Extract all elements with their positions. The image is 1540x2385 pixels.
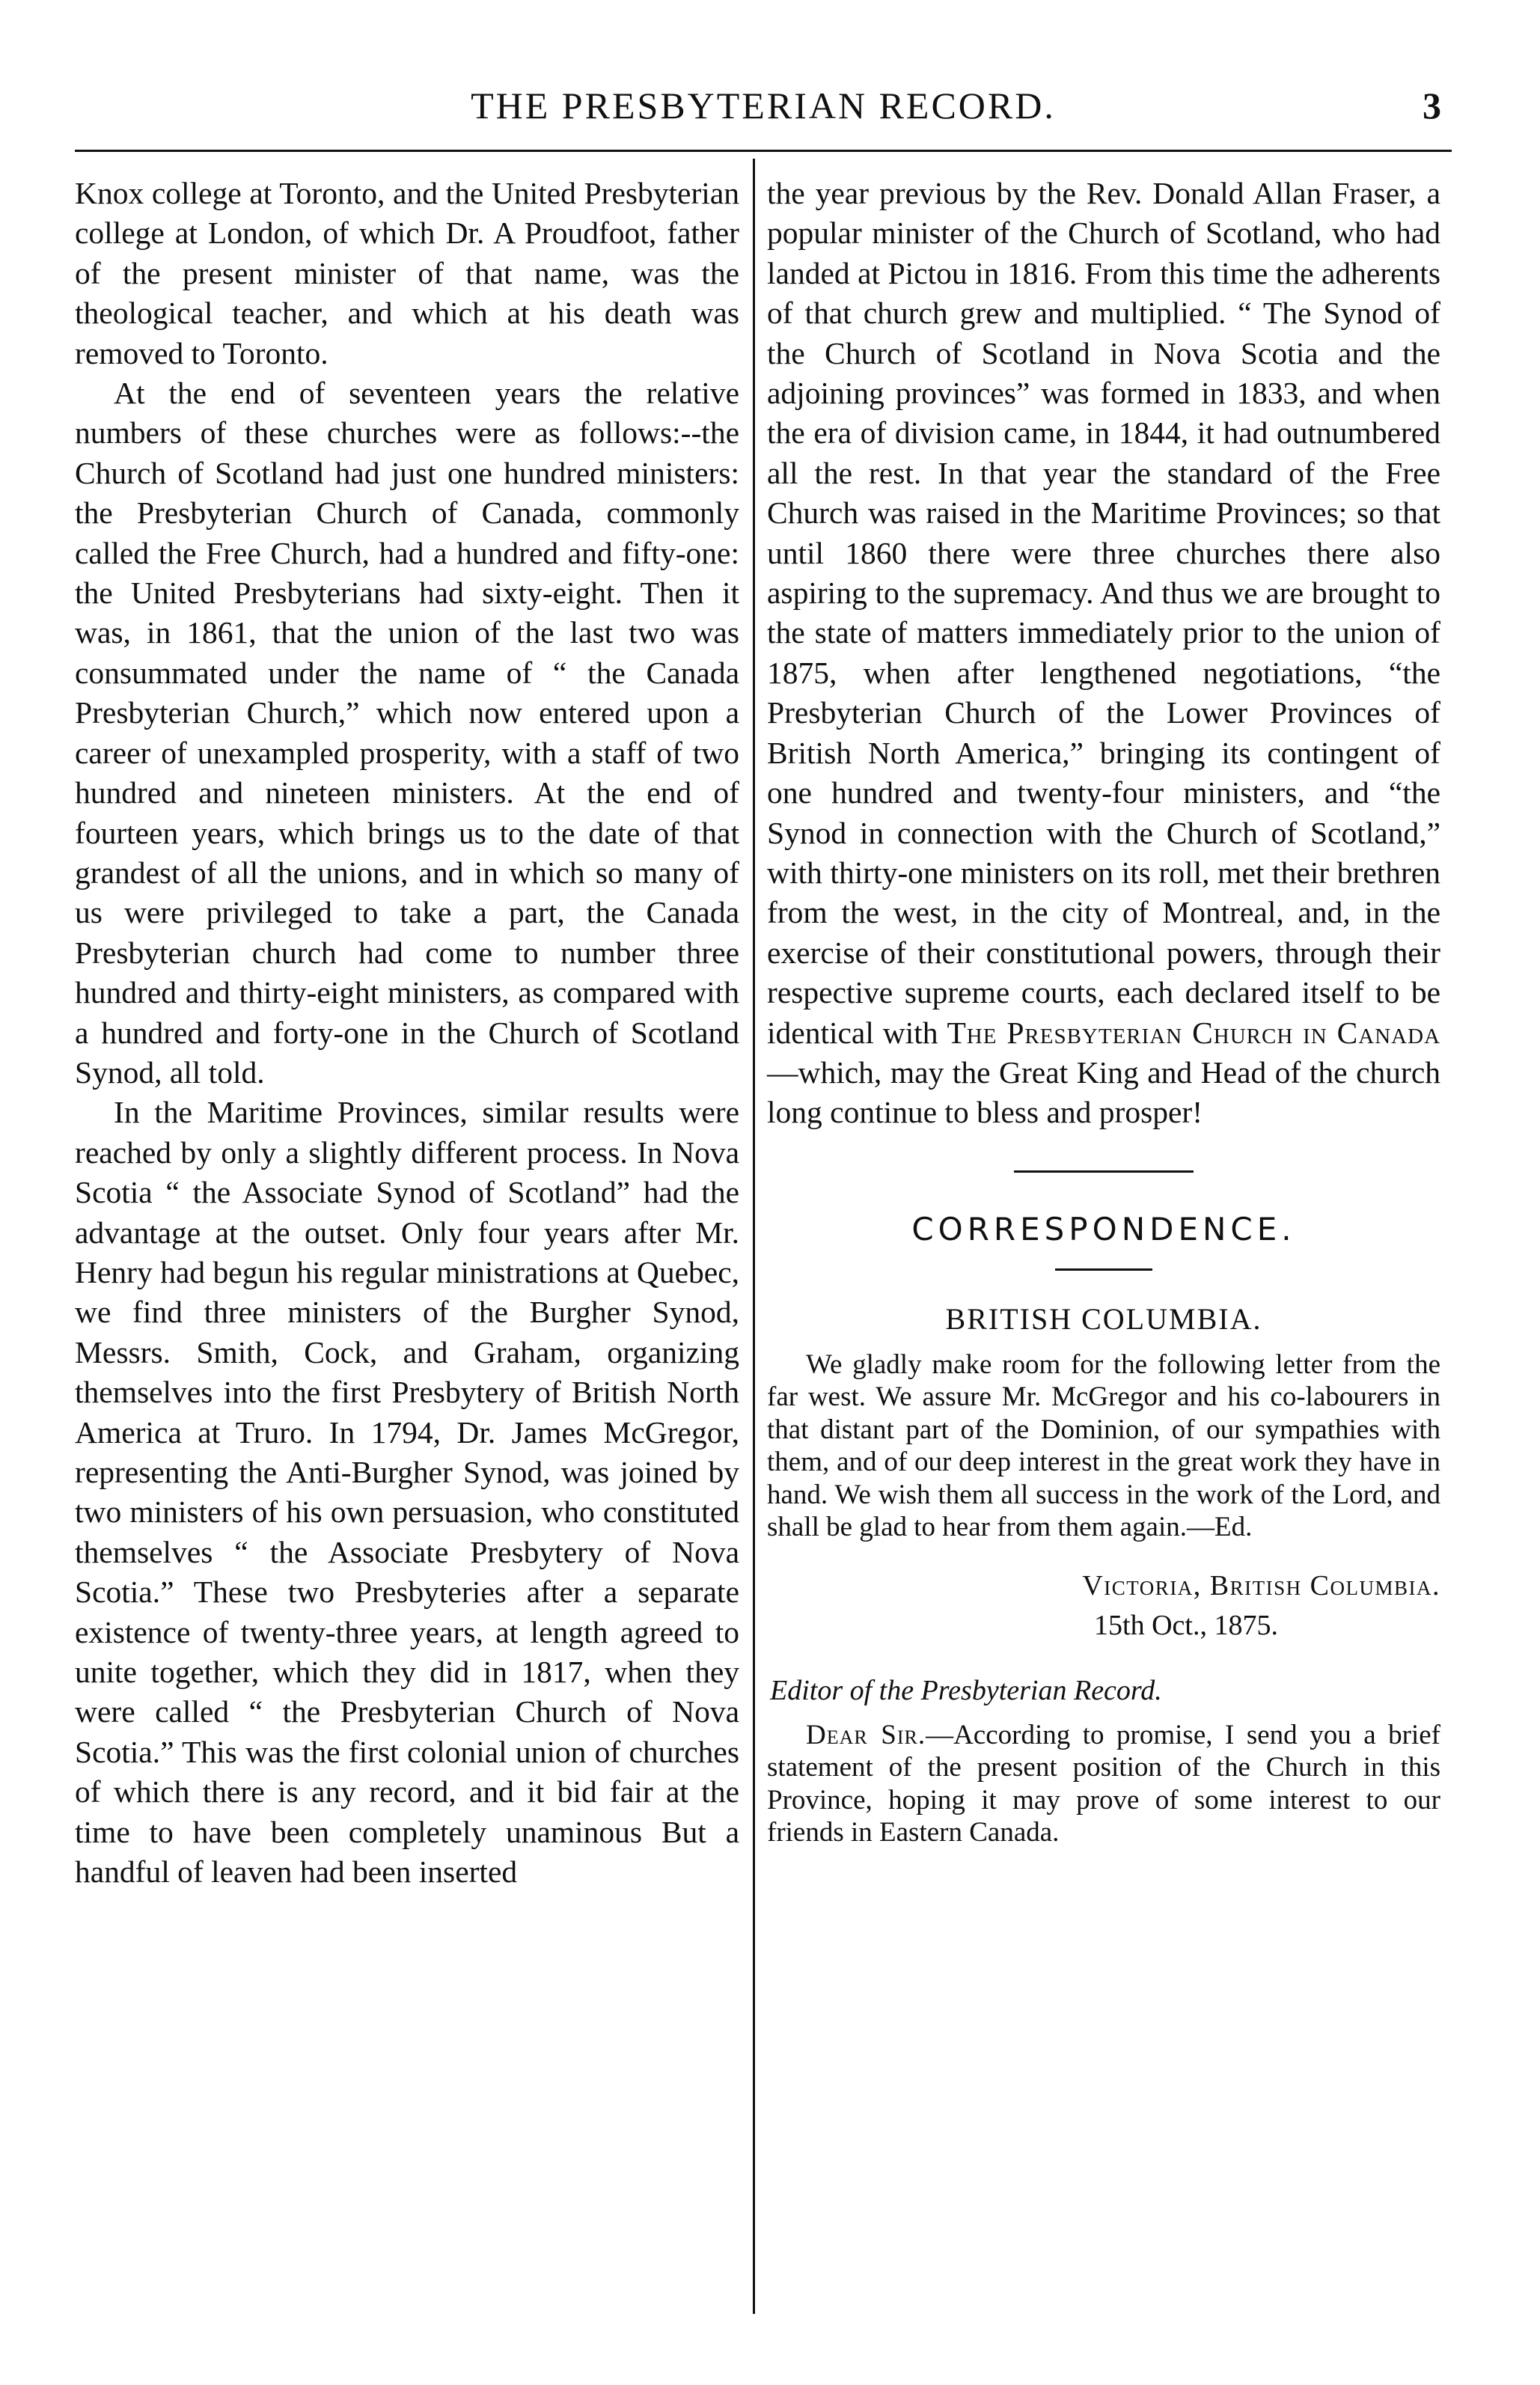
letter-text (767, 1719, 1440, 1849)
correspondence-heading: CORRESPONDENCE. (911, 1210, 1296, 1248)
editor-note-text: We gladly make room for the following letter from the far west. We assure Mr. McGregor and his co-labourers in that distant part of the Dominion, of our sympathies with them, and of our deep interest in the great work they have in hand. We wish them all success in the work of the Lord, and shall be glad to hear from them again.—Ed. (767, 1349, 1440, 1543)
page-title: THE PRESBYTERIAN RECORD. (471, 85, 1056, 126)
section-title: BRITISH COLUMBIA. (945, 1301, 1262, 1336)
page-header (75, 84, 1452, 129)
header-rule (75, 150, 1452, 152)
letter-addressee: Editor of the Presbyterian Record. (770, 1674, 1162, 1706)
section-divider (1055, 1268, 1152, 1271)
paragraph: In the Maritime Provinces, similar results were reached by only a slightly different process. In Nova Scotia “ the Associate Synod of Scotland” had the advantage at the outset. Only four years after Mr. Henry had begun his regular ministrations at Quebec, we find three ministers of the Burgher Synod, Messrs. Smith, Cock, and Graham, organizing themselves into the first Presbytery of British North America at Truro. In 1794, Dr. James McGregor, representing the Anti-Burgher Synod, was joined by two ministers of his own persuasion, who constituted themselves “ the Associate Presbytery of Nova Scotia.” These two Presbyteries after a separate existence of twenty-three years, at length agreed to unite together, which they did in 1817, when they were called “ the Presbyterian Church of Nova Scotia.” This was the first colonial union of churches of which there is any record, and it bid fair at the time to have been completely unaminous But a handful of leaven had been inserted (75, 1095, 739, 1890)
paragraph: At the end of seventeen years the relative numbers of these churches were as follows:--the Church of Scotland had just one hundred ministers: the Presbyterian Church of Canada, commonly called the Free Church, had a hundred and fifty-one: the United Presbyterians had sixty-eight. Then it was, in 1861, that the union of the last two was consummated under the name of “ the Canada Presbyterian Church,” which now entered upon a career of unexampled prosperity, with a staff of two hundred and nineteen ministers. At the end of fourteen years, which brings us to the date of that grandest of all the unions, and in which so many of us were privileged to take a part, the Canada Presbyterian church had come to number three hundred and thirty-eight ministers, as compared with a hundred and forty-one in the Church of Scotland Synod, all told. (75, 376, 739, 1090)
right-column (767, 174, 1440, 1849)
editor-note (767, 1349, 1440, 1544)
section-divider (1014, 1170, 1194, 1173)
paragraph: Knox college at Toronto, and the United Presbyterian college at London, of which Dr. A Proudfoot, father of the present minister of that name, was the theological teacher, and which at his death was removed to Toronto. (75, 176, 739, 370)
letter-place: Victoria, British Columbia. (1082, 1569, 1440, 1601)
letter-date: 15th Oct., 1875. (1094, 1609, 1278, 1641)
letter-body (767, 1719, 1440, 1849)
church-name: The Presbyterian Church in Canada (947, 1015, 1441, 1050)
paragraph (767, 174, 1440, 1133)
left-column (75, 174, 739, 1892)
paragraph-text: —which, may the Great King and Head of the church long continue to bless and prosper! (767, 1054, 1440, 1130)
column-divider (753, 159, 755, 2314)
letter-body-text: —According to promise, I send you a brief statement of the present position of the Church in this Province, hoping it may prove of some interest to our friends in Eastern Canada. (767, 1719, 1440, 1848)
page-number: 3 (1423, 85, 1441, 126)
salutation: Dear Sir. (806, 1719, 926, 1750)
paragraph-text: the year previous by the Rev. Donald Allan Fraser, a popular minister of the Church of Scotland, who had landed at Pictou in 1816. From this time the adherents of that church grew and multiplied. “ The Synod of the Church of Scotland in Nova Scotia and the adjoining provinces” was formed in 1833, and when the era of division came, in 1844, it had outnumbered all the rest. In that year the standard of the Free Church was raised in the Maritime Provinces; so that until 1860 there were three churches there also aspiring to the supremacy. And thus we are brought to the state of matters immediately prior to the union of 1875, when after lengthened negotiations, “the Presbyterian Church of the Lower Provinces of British North America,” bringing its contingent of one hundred and twenty-four ministers, and “the Synod in connection with the Church of Scotland,” with thirty-one ministers on its roll, met their brethren from the west, in the city of Montreal, and, in the exercise of their constitutional powers, through their respective supreme courts, each declared itself to be identical with (767, 176, 1440, 1050)
